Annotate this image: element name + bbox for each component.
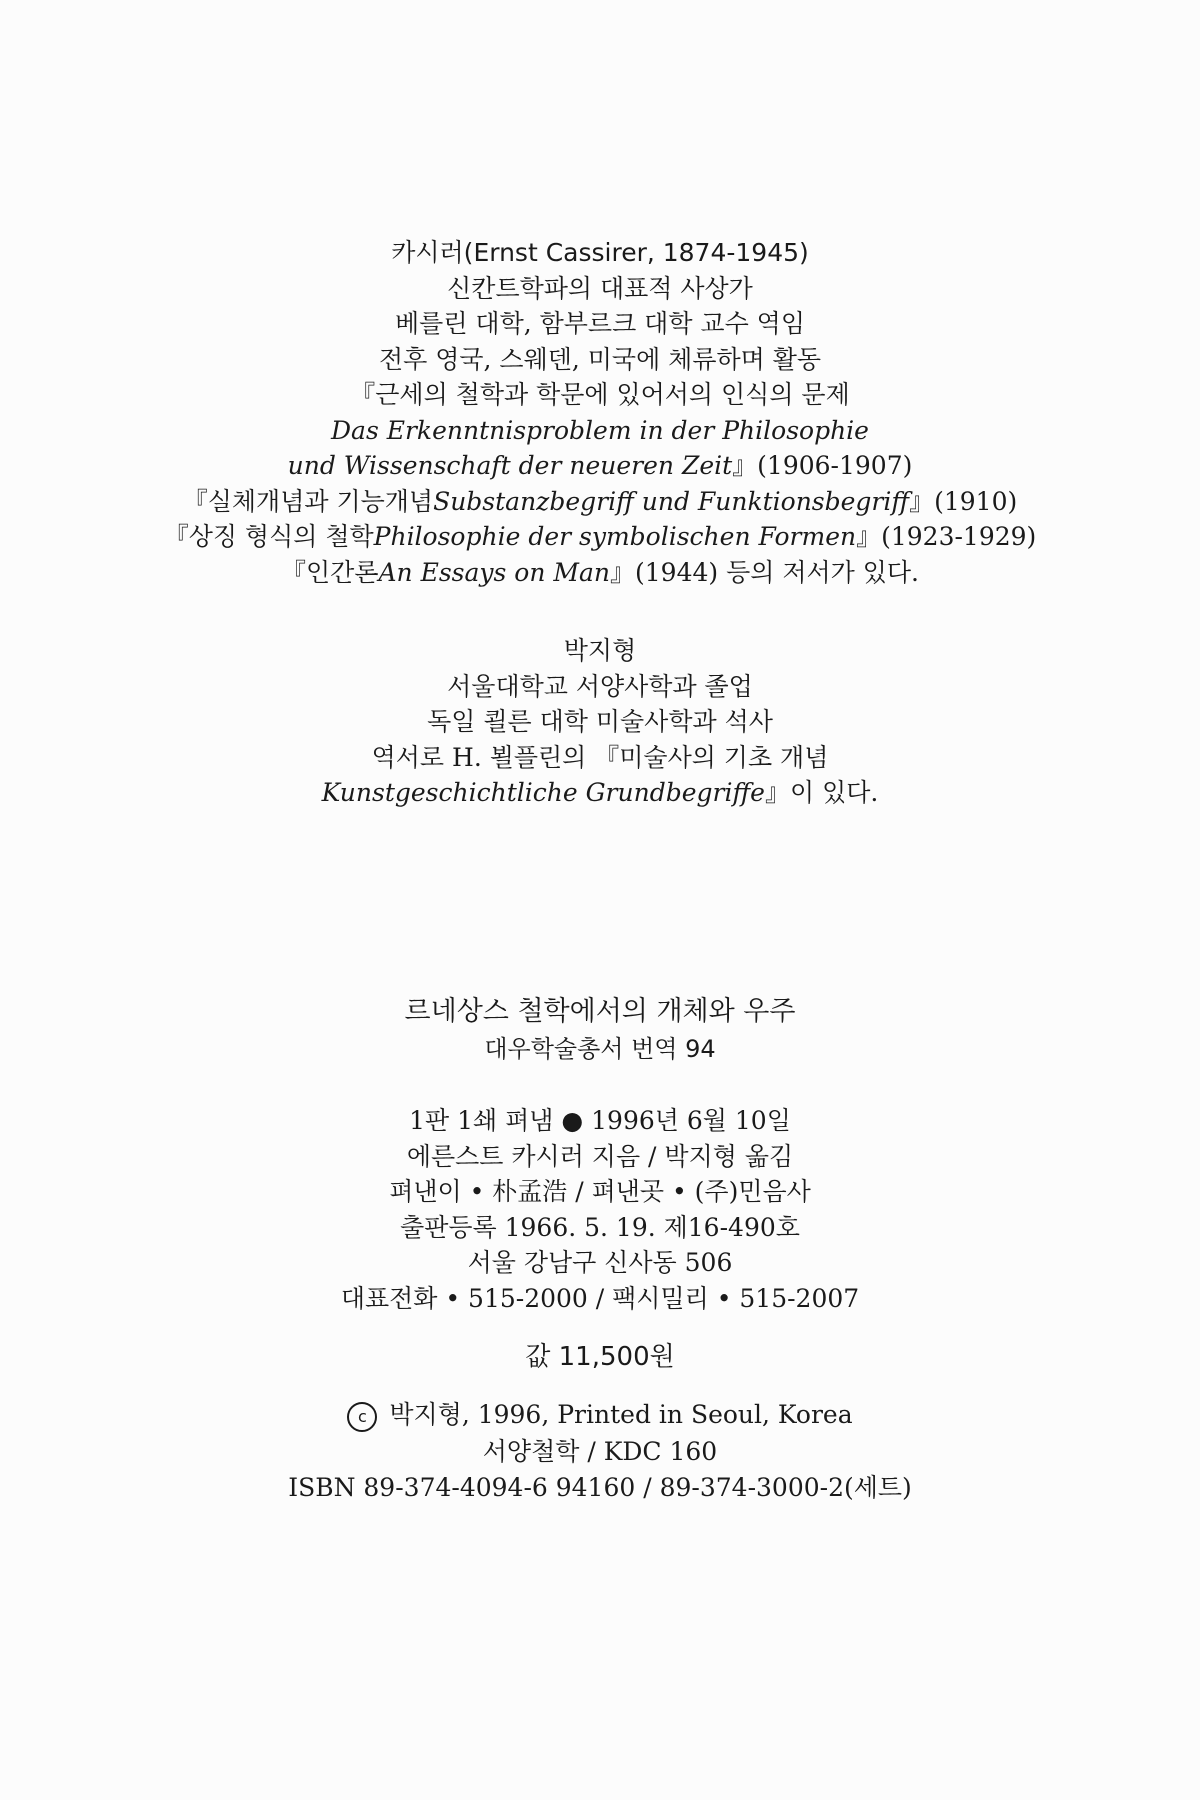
translator-bio-line: 역서로 H. 뵐플린의 『미술사의 기초 개념 <box>371 742 829 772</box>
author-work-3-line <box>0 519 1200 555</box>
imprint-publisher: 펴낸이 • 朴孟浩 / 펴낸곳 • (주)민음사 <box>389 1177 811 1206</box>
imprint-credits: 에른스트 카시러 지음 / 박지형 옮김 <box>406 1141 794 1171</box>
imprint-edition: 1판 1쇄 펴냄 ● 1996년 6월 10일 <box>409 1106 791 1135</box>
price-block <box>0 1340 1200 1376</box>
author-work-4-ko: 『인간론 <box>281 557 379 587</box>
book-info <box>0 993 1200 1067</box>
translator-bio-line: 독일 쾰른 대학 미술사학과 석사 <box>427 707 773 736</box>
author-work-1-de-a: Das Erkenntnisproblem in der Philosophie <box>331 415 869 445</box>
translator-work-de: Kunstgeschichtliche Grundbegriffe <box>321 778 765 807</box>
book-series: 대우학술총서 번역 94 <box>484 1035 716 1063</box>
author-work-2-line <box>0 484 1200 520</box>
imprint-address: 서울 강남구 신사동 506 <box>467 1248 733 1277</box>
imprint-phone: 대표전화 • 515-2000 / 팩시밀리 • 515-2007 <box>340 1283 860 1313</box>
author-bio-line: 신칸트학파의 대표적 사상가 <box>447 273 753 303</box>
price: 값 11,500원 <box>525 1342 675 1372</box>
author-work-4-line <box>0 555 1200 591</box>
imprint <box>0 1103 1200 1316</box>
author-bio-line: 베를린 대학, 함부르크 대학 교수 역임 <box>395 309 805 338</box>
copyright-text: 박지형, 1996, Printed in Seoul, Korea <box>389 1400 853 1429</box>
author-work-3-ko: 『상징 형식의 철학 <box>163 522 374 551</box>
imprint-registration: 출판등록 1966. 5. 19. 제16-490호 <box>400 1212 800 1242</box>
classification: 서양철학 / KDC 160 <box>482 1436 718 1466</box>
author-bio <box>0 235 1200 590</box>
author-work-1-line <box>0 448 1200 484</box>
author-work-2-de: Substanzbegriff und Funktionsbegriff <box>433 486 910 516</box>
translator-work-suffix: 』이 있다. <box>764 778 879 807</box>
rights-block <box>0 1397 1200 1507</box>
author-work-1-de-b: und Wissenschaft der neueren Zeit <box>287 451 733 480</box>
isbn: ISBN 89-374-4094-6 94160 / 89-374-3000-2(세트) <box>288 1473 912 1502</box>
translator-bio-line-4 <box>0 775 1200 811</box>
translator-name: 박지형 <box>563 636 637 665</box>
author-work-2-ko: 『실체개념과 기능개념 <box>182 486 434 516</box>
author-name: 카시러(Ernst Cassirer, 1874-1945) <box>391 238 809 267</box>
author-work-3-suffix: 』(1923-1929) <box>856 522 1037 551</box>
translator-bio <box>0 633 1200 811</box>
author-work-2-suffix: 』(1910) <box>909 486 1018 516</box>
translator-bio-line: 서울대학교 서양사학과 졸업 <box>447 671 753 701</box>
author-work-4-en: An Essays on Man <box>378 557 610 587</box>
author-bio-line: 전후 영국, 스웨덴, 미국에 체류하며 활동 <box>378 344 822 374</box>
author-work-1-suffix: 』(1906-1907) <box>732 451 913 480</box>
book-title: 르네상스 철학에서의 개체와 우주 <box>404 996 796 1027</box>
author-work-4-suffix: 』(1944) 등의 저서가 있다. <box>610 557 919 587</box>
author-work-3-de: Philosophie der symbolischen Formen <box>373 522 857 551</box>
copyright-line <box>0 1397 1200 1434</box>
author-work-1-ko: 『근세의 철학과 학문에 있어서의 인식의 문제 <box>350 380 850 409</box>
copyright-icon: c <box>347 1402 377 1432</box>
